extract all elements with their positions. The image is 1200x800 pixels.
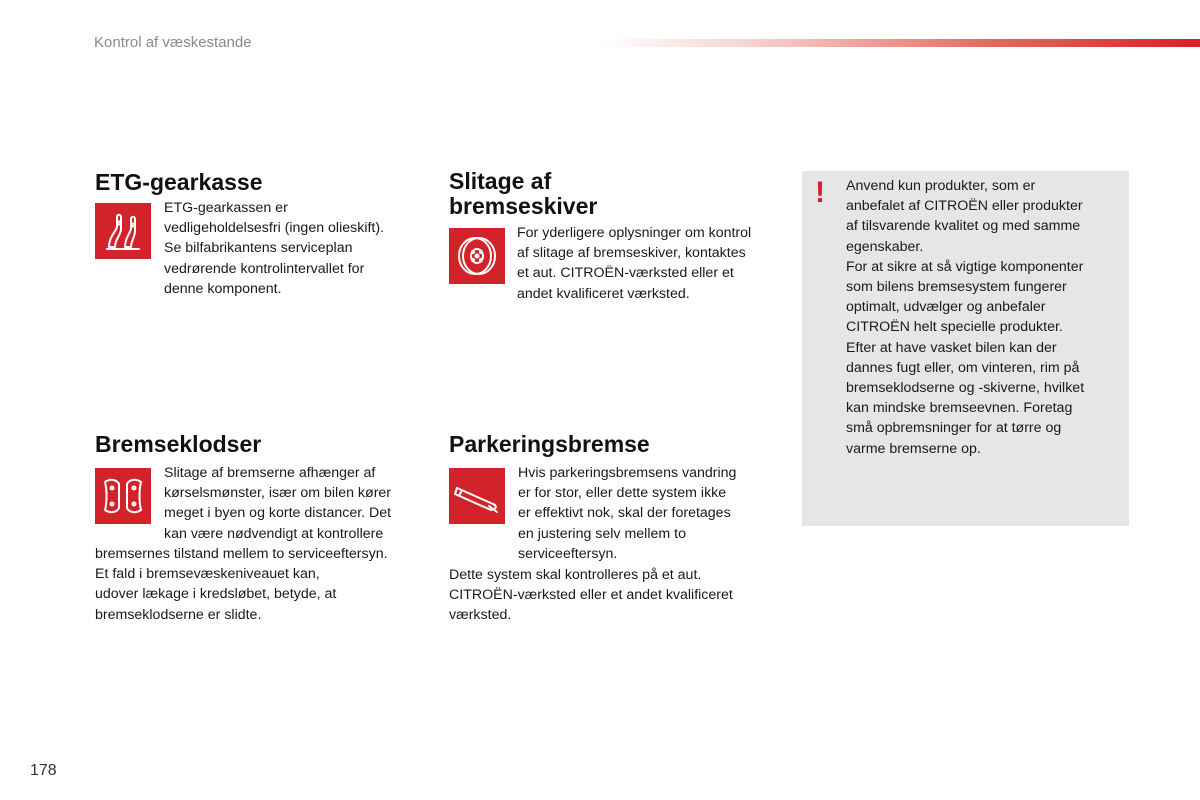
text-line: som bilens bremsesystem fungerer bbox=[846, 279, 1067, 296]
text-line: af tilsvarende kvalitet og med samme bbox=[846, 218, 1081, 235]
text-line: er for stor, eller dette system ikke bbox=[518, 485, 727, 502]
warning-text bbox=[846, 176, 1084, 459]
section-title-pads: Bremseklodser bbox=[95, 431, 262, 457]
section-title-parking: Parkeringsbremse bbox=[449, 431, 650, 457]
text-line: ETG-gearkassen er bbox=[164, 200, 288, 216]
discs-text bbox=[517, 223, 751, 304]
text-line: bremseklodserne er slidte. bbox=[95, 606, 262, 623]
text-line: Slitage af bremserne afhænger af bbox=[164, 465, 376, 481]
text-line: Et fald i bremsevæskeniveauet kan, bbox=[95, 566, 320, 583]
parking-text-indented bbox=[518, 463, 736, 564]
text-line: CITROËN helt specielle produkter. bbox=[846, 319, 1063, 336]
text-line: små opbremsninger for at tørre og bbox=[846, 420, 1062, 437]
warning-exclamation-icon: ! bbox=[815, 176, 825, 209]
text-line: Hvis parkeringsbremsens vandring bbox=[518, 465, 737, 481]
text-line: egenskaber. bbox=[846, 238, 924, 255]
text-line: Anvend kun produkter, som er bbox=[846, 178, 1036, 194]
running-header: Kontrol af væskestande bbox=[94, 34, 252, 51]
text-line: et aut. CITROËN-værksted eller et bbox=[517, 265, 734, 282]
text-line: For yderligere oplysninger om kontrol bbox=[517, 225, 752, 241]
text-line: dannes fugt eller, om vinteren, rim på bbox=[846, 359, 1080, 376]
parking-text-full bbox=[449, 565, 733, 626]
text-line: vedrørende kontrolintervallet for bbox=[164, 260, 365, 277]
text-line: værksted. bbox=[449, 607, 512, 624]
text-line: Dette system skal kontrolleres på et aut. bbox=[449, 567, 702, 583]
brake-pads-icon bbox=[95, 468, 151, 524]
parking-brake-icon bbox=[449, 468, 505, 524]
text-line: vedligeholdelsesfri (ingen olieskift). bbox=[164, 220, 385, 237]
text-line: denne komponent. bbox=[164, 280, 282, 297]
text-line: kørselsmønster, især om bilen kører bbox=[164, 485, 392, 502]
text-line: anbefalet af CITROËN eller produkter bbox=[846, 198, 1083, 215]
text-line: er effektivt nok, skal der foretages bbox=[518, 505, 731, 522]
text-line: For at sikre at så vigtige komponenter bbox=[846, 258, 1084, 275]
text-line: kan mindske bremseevnen. Foretag bbox=[846, 400, 1073, 417]
text-line: bremsernes tilstand mellem to serviceeftersyn. bbox=[95, 546, 388, 562]
text-line: Efter at have vasket bilen kan der bbox=[846, 339, 1057, 356]
text-line: en justering selv mellem to bbox=[518, 525, 686, 542]
pads-text-indented bbox=[164, 463, 391, 544]
gearshift-icon bbox=[95, 203, 151, 259]
brake-disc-icon bbox=[449, 228, 505, 284]
text-line: CITROËN-værksted eller et andet kvalificeret bbox=[449, 587, 733, 604]
section-title-discs bbox=[449, 169, 597, 219]
text-line: udover lækage i kredsløbet, betyde, at bbox=[95, 586, 337, 603]
text-line: Se bilfabrikantens serviceplan bbox=[164, 240, 353, 257]
text-line: varme bremserne op. bbox=[846, 440, 981, 457]
page-number: 178 bbox=[30, 762, 57, 779]
header-accent-bar bbox=[600, 39, 1200, 47]
text-line: bremseklodserne og -skiverne, hvilket bbox=[846, 380, 1085, 397]
section-title-line: Slitage af bbox=[449, 168, 552, 194]
text-line: kan være nødvendigt at kontrollere bbox=[164, 525, 384, 542]
text-line: meget i byen og korte distancer. Det bbox=[164, 505, 392, 522]
pads-text-full bbox=[95, 544, 388, 625]
text-line: serviceeftersyn. bbox=[518, 545, 618, 562]
etg-text bbox=[164, 198, 384, 299]
section-title-etg: ETG-gearkasse bbox=[95, 169, 263, 195]
section-title-line: bremseskiver bbox=[449, 193, 598, 219]
text-line: andet kvalificeret værksted. bbox=[517, 285, 690, 302]
text-line: af slitage af bremseskiver, kontaktes bbox=[517, 245, 746, 262]
text-line: optimalt, udvælger og anbefaler bbox=[846, 299, 1046, 316]
